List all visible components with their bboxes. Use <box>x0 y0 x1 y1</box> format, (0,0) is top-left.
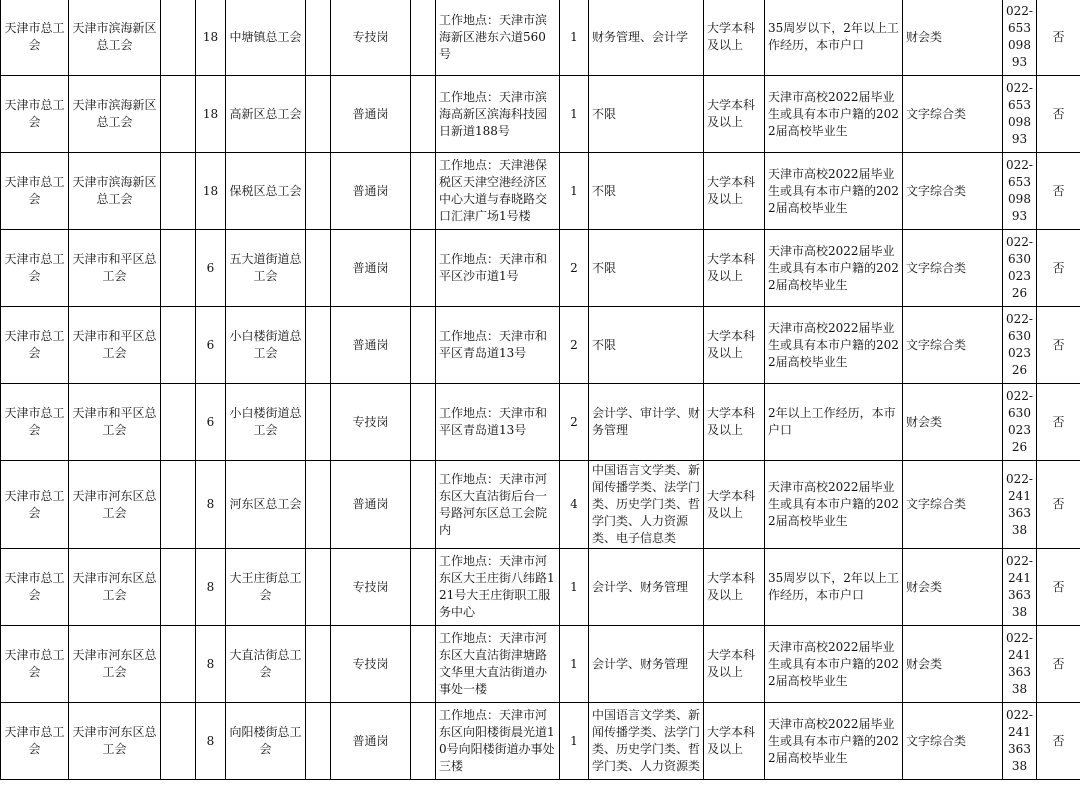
category-cell: 财会类 <box>903 549 1003 626</box>
blank-cell <box>306 76 331 153</box>
requirement-cell: 天津市高校2022届毕业生或具有本市户籍的2022届高校毕业生 <box>765 230 903 307</box>
unit-cell: 小白楼街道总工会 <box>226 307 306 384</box>
requirement-cell: 天津市高校2022届毕业生或具有本市户籍的2022届高校毕业生 <box>765 626 903 703</box>
flag-cell: 否 <box>1037 703 1080 780</box>
org-cell: 天津市总工会 <box>1 230 69 307</box>
blank-cell <box>411 703 436 780</box>
unit-cell: 高新区总工会 <box>226 76 306 153</box>
requirement-cell: 天津市高校2022届毕业生或具有本市户籍的2022届高校毕业生 <box>765 76 903 153</box>
education-cell: 大学本科及以上 <box>704 703 765 780</box>
org-cell: 天津市总工会 <box>1 626 69 703</box>
location-cell: 工作地点：天津港保税区天津空港经济区中心大道与春晓路交口汇津广场1号楼 <box>436 153 560 230</box>
major-cell: 不限 <box>589 230 704 307</box>
requirement-cell: 35周岁以下，2年以上工作经历，本市户口 <box>765 0 903 76</box>
blank-cell <box>411 230 436 307</box>
education-cell: 大学本科及以上 <box>704 549 765 626</box>
headcount-cell: 2 <box>560 230 589 307</box>
flag-cell: 否 <box>1037 307 1080 384</box>
flag-cell: 否 <box>1037 384 1080 461</box>
location-cell: 工作地点：天津市和平区沙市道1号 <box>436 230 560 307</box>
unit-cell: 保税区总工会 <box>226 153 306 230</box>
count-cell: 18 <box>196 76 226 153</box>
location-cell: 工作地点：天津市和平区青岛道13号 <box>436 307 560 384</box>
location-cell: 工作地点：天津市河东区向阳楼街晨光道10号向阳楼街道办事处三楼 <box>436 703 560 780</box>
org-cell: 天津市总工会 <box>1 153 69 230</box>
education-cell: 大学本科及以上 <box>704 153 765 230</box>
flag-cell: 否 <box>1037 153 1080 230</box>
phone-cell: 022-63002326 <box>1003 384 1037 461</box>
post-type-cell: 普通岗 <box>331 703 411 780</box>
education-cell: 大学本科及以上 <box>704 230 765 307</box>
phone-cell: 022-65309893 <box>1003 76 1037 153</box>
headcount-cell: 1 <box>560 76 589 153</box>
blank-cell <box>306 461 331 549</box>
blank-cell <box>161 230 196 307</box>
table-row <box>1 230 1080 307</box>
unit-cell: 河东区总工会 <box>226 461 306 549</box>
major-cell: 会计学、财务管理 <box>589 549 704 626</box>
phone-cell: 022-24136338 <box>1003 461 1037 549</box>
major-cell: 不限 <box>589 307 704 384</box>
requirement-cell: 2年以上工作经历，本市户口 <box>765 384 903 461</box>
org-cell: 天津市总工会 <box>1 307 69 384</box>
blank-cell <box>306 230 331 307</box>
unit-cell: 向阳楼街总工会 <box>226 703 306 780</box>
sub-org-cell: 天津市和平区总工会 <box>69 307 161 384</box>
blank-cell <box>161 626 196 703</box>
blank-cell <box>161 307 196 384</box>
flag-cell: 否 <box>1037 76 1080 153</box>
count-cell: 18 <box>196 153 226 230</box>
requirement-cell: 天津市高校2022届毕业生或具有本市户籍的2022届高校毕业生 <box>765 461 903 549</box>
table-row <box>1 703 1080 780</box>
phone-cell: 022-24136338 <box>1003 549 1037 626</box>
count-cell: 8 <box>196 461 226 549</box>
location-cell: 工作地点：天津市河东区大直沽街津塘路文华里大直沽街道办事处一楼 <box>436 626 560 703</box>
location-cell: 工作地点：天津市滨海新区港东六道560号 <box>436 0 560 76</box>
category-cell: 文字综合类 <box>903 703 1003 780</box>
major-cell: 财务管理、会计学 <box>589 0 704 76</box>
major-cell: 中国语言文学类、新闻传播学类、法学门类、历史学门类、哲学门类、人力资源类 <box>589 703 704 780</box>
blank-cell <box>161 76 196 153</box>
table-row <box>1 626 1080 703</box>
table-row <box>1 384 1080 461</box>
category-cell: 财会类 <box>903 0 1003 76</box>
sub-org-cell: 天津市滨海新区总工会 <box>69 76 161 153</box>
education-cell: 大学本科及以上 <box>704 626 765 703</box>
post-type-cell: 普通岗 <box>331 153 411 230</box>
flag-cell: 否 <box>1037 626 1080 703</box>
post-type-cell: 普通岗 <box>331 76 411 153</box>
unit-cell: 小白楼街道总工会 <box>226 384 306 461</box>
blank-cell <box>161 0 196 76</box>
sub-org-cell: 天津市河东区总工会 <box>69 461 161 549</box>
phone-cell: 022-63002326 <box>1003 230 1037 307</box>
location-cell: 工作地点：天津市和平区青岛道13号 <box>436 384 560 461</box>
sub-org-cell: 天津市河东区总工会 <box>69 626 161 703</box>
blank-cell <box>411 461 436 549</box>
blank-cell <box>411 153 436 230</box>
headcount-cell: 1 <box>560 549 589 626</box>
blank-cell <box>306 384 331 461</box>
org-cell: 天津市总工会 <box>1 461 69 549</box>
blank-cell <box>411 384 436 461</box>
flag-cell: 否 <box>1037 0 1080 76</box>
location-cell: 工作地点：天津市滨海高新区滨海科技园日新道188号 <box>436 76 560 153</box>
count-cell: 6 <box>196 307 226 384</box>
major-cell: 不限 <box>589 76 704 153</box>
table-row <box>1 461 1080 549</box>
sub-org-cell: 天津市和平区总工会 <box>69 384 161 461</box>
education-cell: 大学本科及以上 <box>704 384 765 461</box>
table-row <box>1 76 1080 153</box>
sub-org-cell: 天津市河东区总工会 <box>69 703 161 780</box>
location-cell: 工作地点：天津市河东区大直沽街后台一号路河东区总工会院内 <box>436 461 560 549</box>
blank-cell <box>306 549 331 626</box>
major-cell: 会计学、财务管理 <box>589 626 704 703</box>
table-row <box>1 307 1080 384</box>
sub-org-cell: 天津市河东区总工会 <box>69 549 161 626</box>
count-cell: 8 <box>196 626 226 703</box>
headcount-cell: 1 <box>560 0 589 76</box>
post-type-cell: 普通岗 <box>331 461 411 549</box>
major-cell: 中国语言文学类、新闻传播学类、法学门类、历史学门类、哲学门类、人力资源类、电子信息类 <box>589 461 704 549</box>
blank-cell <box>411 0 436 76</box>
headcount-cell: 1 <box>560 703 589 780</box>
blank-cell <box>161 549 196 626</box>
blank-cell <box>306 626 331 703</box>
requirement-cell: 35周岁以下，2年以上工作经历，本市户口 <box>765 549 903 626</box>
category-cell: 文字综合类 <box>903 461 1003 549</box>
category-cell: 财会类 <box>903 626 1003 703</box>
org-cell: 天津市总工会 <box>1 703 69 780</box>
category-cell: 文字综合类 <box>903 230 1003 307</box>
phone-cell: 022-63002326 <box>1003 307 1037 384</box>
org-cell: 天津市总工会 <box>1 76 69 153</box>
unit-cell: 大直沽街总工会 <box>226 626 306 703</box>
major-cell: 会计学、审计学、财务管理 <box>589 384 704 461</box>
requirement-cell: 天津市高校2022届毕业生或具有本市户籍的2022届高校毕业生 <box>765 307 903 384</box>
category-cell: 文字综合类 <box>903 153 1003 230</box>
unit-cell: 五大道街道总工会 <box>226 230 306 307</box>
flag-cell: 否 <box>1037 230 1080 307</box>
requirement-cell: 天津市高校2022届毕业生或具有本市户籍的2022届高校毕业生 <box>765 153 903 230</box>
phone-cell: 022-24136338 <box>1003 703 1037 780</box>
requirement-cell: 天津市高校2022届毕业生或具有本市户籍的2022届高校毕业生 <box>765 703 903 780</box>
headcount-cell: 2 <box>560 307 589 384</box>
blank-cell <box>306 703 331 780</box>
blank-cell <box>161 153 196 230</box>
table-row <box>1 0 1080 76</box>
headcount-cell: 4 <box>560 461 589 549</box>
blank-cell <box>411 626 436 703</box>
blank-cell <box>411 307 436 384</box>
count-cell: 6 <box>196 384 226 461</box>
blank-cell <box>306 0 331 76</box>
education-cell: 大学本科及以上 <box>704 307 765 384</box>
blank-cell <box>411 549 436 626</box>
table-row <box>1 153 1080 230</box>
post-type-cell: 专技岗 <box>331 549 411 626</box>
org-cell: 天津市总工会 <box>1 384 69 461</box>
table-body <box>1 0 1080 780</box>
post-type-cell: 专技岗 <box>331 0 411 76</box>
blank-cell <box>306 307 331 384</box>
unit-cell: 中塘镇总工会 <box>226 0 306 76</box>
education-cell: 大学本科及以上 <box>704 76 765 153</box>
blank-cell <box>161 461 196 549</box>
category-cell: 财会类 <box>903 384 1003 461</box>
major-cell: 不限 <box>589 153 704 230</box>
category-cell: 文字综合类 <box>903 307 1003 384</box>
count-cell: 8 <box>196 549 226 626</box>
sub-org-cell: 天津市滨海新区总工会 <box>69 0 161 76</box>
phone-cell: 022-24136338 <box>1003 626 1037 703</box>
category-cell: 文字综合类 <box>903 76 1003 153</box>
count-cell: 6 <box>196 230 226 307</box>
unit-cell: 大王庄街总工会 <box>226 549 306 626</box>
headcount-cell: 1 <box>560 626 589 703</box>
post-type-cell: 专技岗 <box>331 626 411 703</box>
post-type-cell: 普通岗 <box>331 230 411 307</box>
education-cell: 大学本科及以上 <box>704 461 765 549</box>
education-cell: 大学本科及以上 <box>704 0 765 76</box>
count-cell: 8 <box>196 703 226 780</box>
blank-cell <box>161 703 196 780</box>
post-type-cell: 普通岗 <box>331 307 411 384</box>
org-cell: 天津市总工会 <box>1 0 69 76</box>
flag-cell: 否 <box>1037 549 1080 626</box>
location-cell: 工作地点：天津市河东区大王庄街八纬路121号大王庄街职工服务中心 <box>436 549 560 626</box>
post-type-cell: 专技岗 <box>331 384 411 461</box>
sub-org-cell: 天津市和平区总工会 <box>69 230 161 307</box>
org-cell: 天津市总工会 <box>1 549 69 626</box>
flag-cell: 否 <box>1037 461 1080 549</box>
phone-cell: 022-65309893 <box>1003 0 1037 76</box>
count-cell: 18 <box>196 0 226 76</box>
table-row <box>1 549 1080 626</box>
phone-cell: 022-65309893 <box>1003 153 1037 230</box>
headcount-cell: 2 <box>560 384 589 461</box>
blank-cell <box>411 76 436 153</box>
headcount-cell: 1 <box>560 153 589 230</box>
sub-org-cell: 天津市滨海新区总工会 <box>69 153 161 230</box>
blank-cell <box>306 153 331 230</box>
blank-cell <box>161 384 196 461</box>
